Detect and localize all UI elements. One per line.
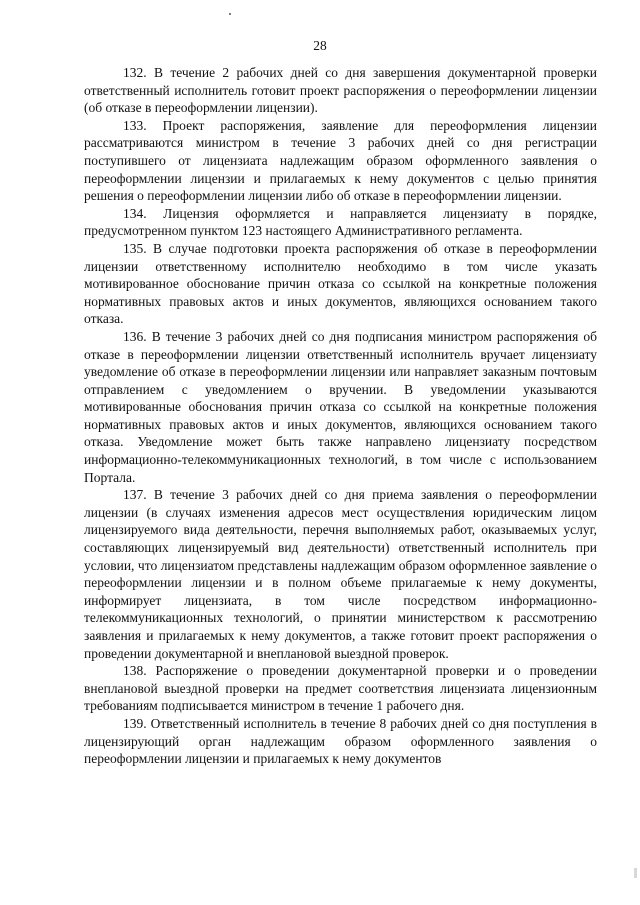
paragraph-132: 132. В течение 2 рабочих дней со дня завершения документарной проверки ответственный исполнитель готовит проект распоряжения о переоформлении лицензии (об отказе в переоформлении лицензии).: [84, 65, 597, 116]
paragraph-138: 138. Распоряжение о проведении документарной проверки и о проведении внеплановой выездной проверки на предмет соответствия лицензиата лицензионным требованиям подписывается министром в течение 1 рабочего дня.: [84, 663, 597, 714]
paragraph-135: 135. В случае подготовки проекта распоряжения об отказе в переоформлении лицензии ответственному исполнителю необходимо в том числе указать мотивированное обоснование причин отказа со ссылкой на конкретные положения нормативных правовых актов и иных документов, являющихся основанием такого отказа.: [84, 240, 597, 327]
paragraph-137: 137. В течение 3 рабочих дней со дня приема заявления о переоформлении лицензии (в случаях изменения адресов мест осуществления юридическим лицом лицензируемого вида деятельности, перечня выполняемых работ, оказываемых услуг, составляющих лицензируемый вид деятельности) ответственный исполнитель при условии, что лицензиатом представлены надлежащим образом оформленное заявление о переоформлении лицензии и в полном объеме прилагаемые к нему документы, информирует лицензиата, в том числе посредством информационно-телекоммуникационных технологий, о принятии министерством к рассмотрению заявления и прилагаемых к нему документов, а также готовит проект распоряжения о проведении документарной и внеплановой выездной проверок.: [84, 487, 597, 661]
page-number: 28: [313, 38, 327, 53]
document-body: [84, 64, 597, 768]
paragraph-139: 139. Ответственный исполнитель в течение 8 рабочих дней со дня поступления в лицензирующий орган надлежащим образом оформленного заявления о переоформлении лицензии и прилагаемых к нему документов: [84, 715, 597, 767]
scan-edge-mark: [634, 868, 637, 878]
paragraph-133: 133. Проект распоряжения, заявление для переоформления лицензии рассматриваются министром в течение 3 рабочих дней со дня регистрации поступившего от лицензиата надлежащим образом оформленного заявления о переоформлении лицензии и прилагаемых к нему документов с целью принятия решения о переоформлении лицензии либо об отказе в переоформлении лицензии.: [84, 117, 597, 204]
paragraph-134: 134. Лицензия оформляется и направляется лицензиату в порядке, предусмотренном пунктом 123 настоящего Административного регламента.: [84, 205, 597, 239]
scan-speck: [229, 13, 231, 15]
paragraph-136: 136. В течение 3 рабочих дней со дня подписания министром распоряжения об отказе в переоформлении лицензии ответственный исполнитель вручает лицензиату уведомление об отказе в переоформлении лицензии или направляет заказным почтовым отправлением с уведомлением о вручении. В уведомлении указываются мотивированные обоснования причин отказа со ссылкой на конкретные положения нормативных правовых актов и иных документов, являющихся основанием такого отказа. Уведомление может быть также направлено лицензиату посредством информационно-телекоммуникационных технологий, в том числе с использованием Портала.: [84, 328, 597, 485]
